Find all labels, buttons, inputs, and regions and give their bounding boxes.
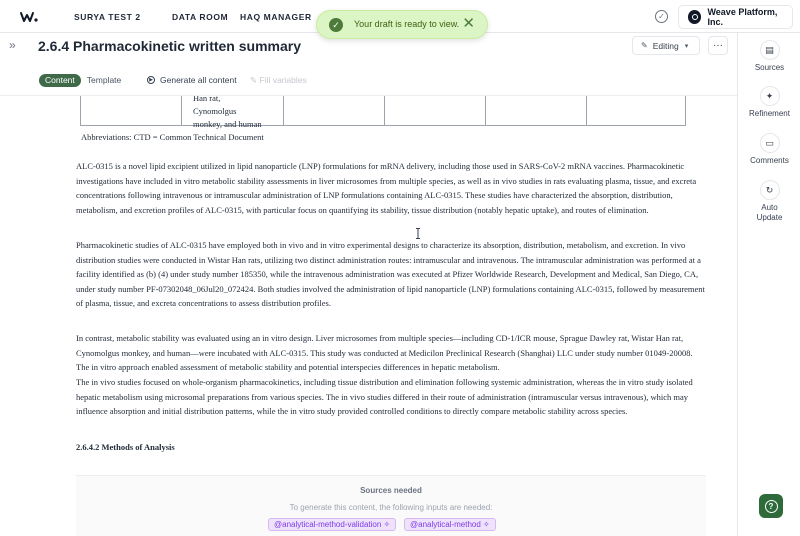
tab-template[interactable]: Template	[86, 75, 122, 85]
fill-variables-label: Fill variables	[259, 75, 307, 85]
nav-item-project[interactable]: SURYA TEST 2	[74, 12, 141, 22]
source-chip[interactable]: @analytical-method ✧	[404, 518, 496, 531]
sidebar-item-sources[interactable]	[738, 40, 800, 72]
table-cell-line: Han rat,	[193, 96, 221, 103]
toast-close-icon[interactable]: ✕	[462, 15, 475, 32]
play-circle-icon: ▶	[147, 76, 155, 84]
table-column-line	[485, 96, 486, 125]
table-cell	[193, 96, 283, 131]
table-column-line	[586, 96, 587, 125]
toast-notification	[316, 10, 488, 39]
page-title: 2.6.4 Pharmacokinetic written summary	[38, 38, 301, 54]
document-editor[interactable]	[30, 96, 737, 536]
sidebar-item-refinement[interactable]	[738, 86, 800, 118]
more-options-button[interactable]: ···	[708, 36, 728, 55]
nav-item-haq-manager[interactable]: HAQ MANAGER	[240, 12, 312, 22]
comment-icon: ▭	[760, 133, 780, 153]
view-toggle	[39, 74, 127, 87]
sources-needed-subtitle: To generate this content, the following inputs are needed:	[289, 503, 493, 512]
table-column-line	[283, 96, 284, 125]
paragraph: Pharmacokinetic studies of ALC-0315 have employed both in vivo and in vitro experimental designs to characterize its absorption, distribution, metabolism, and excretion. In vivo distribution studies were conducted in Wistar Han rats, utilizing two distinct administration routes: intramuscular and intravenous. The intramuscular administration was performed at a facility identified as (b) (4) under study number 185350, while the intravenous administration was executed at Pfizer Worldwide Research, Development and Medical, San Diego, CA, under study number PF-07302048_06Jul20_072424. Both studies involved the administration of lipid nanoparticle (LNP) formulations containing ALC-0315, followed by measurement of plasma, tissue, and excreta concentrations to assess distribution profiles.	[76, 240, 705, 308]
section-heading: 2.6.4.2 Methods of Analysis	[76, 442, 175, 452]
nav-item-data-room[interactable]: DATA ROOM	[172, 12, 229, 22]
table-cell-line: monkey, and human	[193, 119, 262, 129]
sources-icon: ▤	[760, 40, 780, 60]
table-column-line	[181, 96, 182, 125]
source-chip[interactable]: @analytical-method-validation ✧	[268, 518, 396, 531]
text-cursor-icon	[415, 228, 421, 239]
tab-content[interactable]: Content	[39, 74, 81, 87]
editing-label: Editing	[652, 40, 679, 51]
check-status-icon[interactable]: ✓	[655, 10, 668, 23]
abbreviations-note: Abbreviations: CTD = Common Technical Document	[81, 132, 264, 142]
check-circle-icon: ✓	[329, 18, 343, 32]
sources-needed-panel	[76, 475, 706, 536]
help-button[interactable]	[759, 494, 783, 518]
question-mark-icon: ?	[765, 500, 778, 513]
table-fragment	[80, 96, 686, 126]
table-cell-line: Cynomolgus	[193, 106, 237, 116]
org-switcher-button[interactable]	[678, 5, 793, 29]
right-sidebar	[737, 33, 800, 536]
sidebar-item-label: Refinement	[749, 109, 790, 118]
sidebar-item-label: Sources	[754, 63, 785, 72]
paragraph: In contrast, metabolic stability was evaluated using an in vitro design. Liver microsomes from multiple species—including CD-1/ICR mouse, Sprague Dawley rat, Wistar Han rat, Cynomolgus monkey, and human—were incubated with ALC-0315. This study was conducted at Medicilon Preclinical Research (Shanghai) LLC under study number 01049-20008. The in vitro approach enabled assessment of metabolic stability and potential interspecies differences in hepatic metabolism.	[76, 333, 693, 372]
pencil-icon: ✎	[250, 75, 260, 85]
sources-needed-title: Sources needed	[360, 486, 422, 495]
fill-variables-button[interactable]	[250, 75, 307, 86]
pencil-icon: ✎	[641, 41, 648, 50]
editing-mode-dropdown[interactable]	[632, 36, 700, 55]
sidebar-item-comments[interactable]	[738, 133, 800, 165]
app-logo-icon[interactable]	[20, 9, 38, 25]
toast-message: Your draft is ready to view.	[354, 19, 460, 29]
generate-all-button[interactable]	[147, 75, 237, 85]
org-logo-icon	[688, 10, 701, 24]
chevron-down-icon: ▾	[684, 42, 689, 50]
expand-sidebar-icon[interactable]: »	[9, 38, 16, 52]
org-name: Weave Platform, Inc.	[707, 7, 778, 27]
sidebar-item-label: Auto Update	[756, 203, 783, 222]
sparkle-icon: ✦	[760, 86, 780, 106]
table-column-line	[384, 96, 385, 125]
refresh-icon: ↻	[760, 180, 780, 200]
paragraph: The in vivo studies focused on whole-organism pharmacokinetics, including tissue distribution and elimination following systemic administration, whereas the in vitro study isolated hepatic metabolism using microsomal preparations from various species. The in vivo studies differed in their route of administration (intramuscular versus intravenous), which may influence absorption and initial distribution patterns, while the in vitro study provided controlled conditions to directly compare metabolic stability across species.	[76, 377, 693, 416]
paragraph: ALC-0315 is a novel lipid excipient utilized in lipid nanoparticle (LNP) formulations for mRNA delivery, including those used in SARS-CoV-2 mRNA vaccines. Pharmacokinetic investigations have included in vitro metabolic stability assessments in liver microsomes from multiple species, as well as in vivo studies in rats evaluating plasma, tissue, and excreta concentrations following intravenous or intramuscular administration of LNP formulations containing ALC-0315. These studies have characterized the absorption, distribution, metabolism, and excretion profiles of ALC-0315, with particular focus on quantifying its stability, tissue distribution (notably hepatic uptake), and routes of elimination.	[76, 161, 697, 215]
sidebar-item-label: Comments	[750, 156, 789, 165]
sidebar-item-auto-update[interactable]	[738, 180, 800, 223]
generate-all-label: Generate all content	[160, 75, 237, 85]
